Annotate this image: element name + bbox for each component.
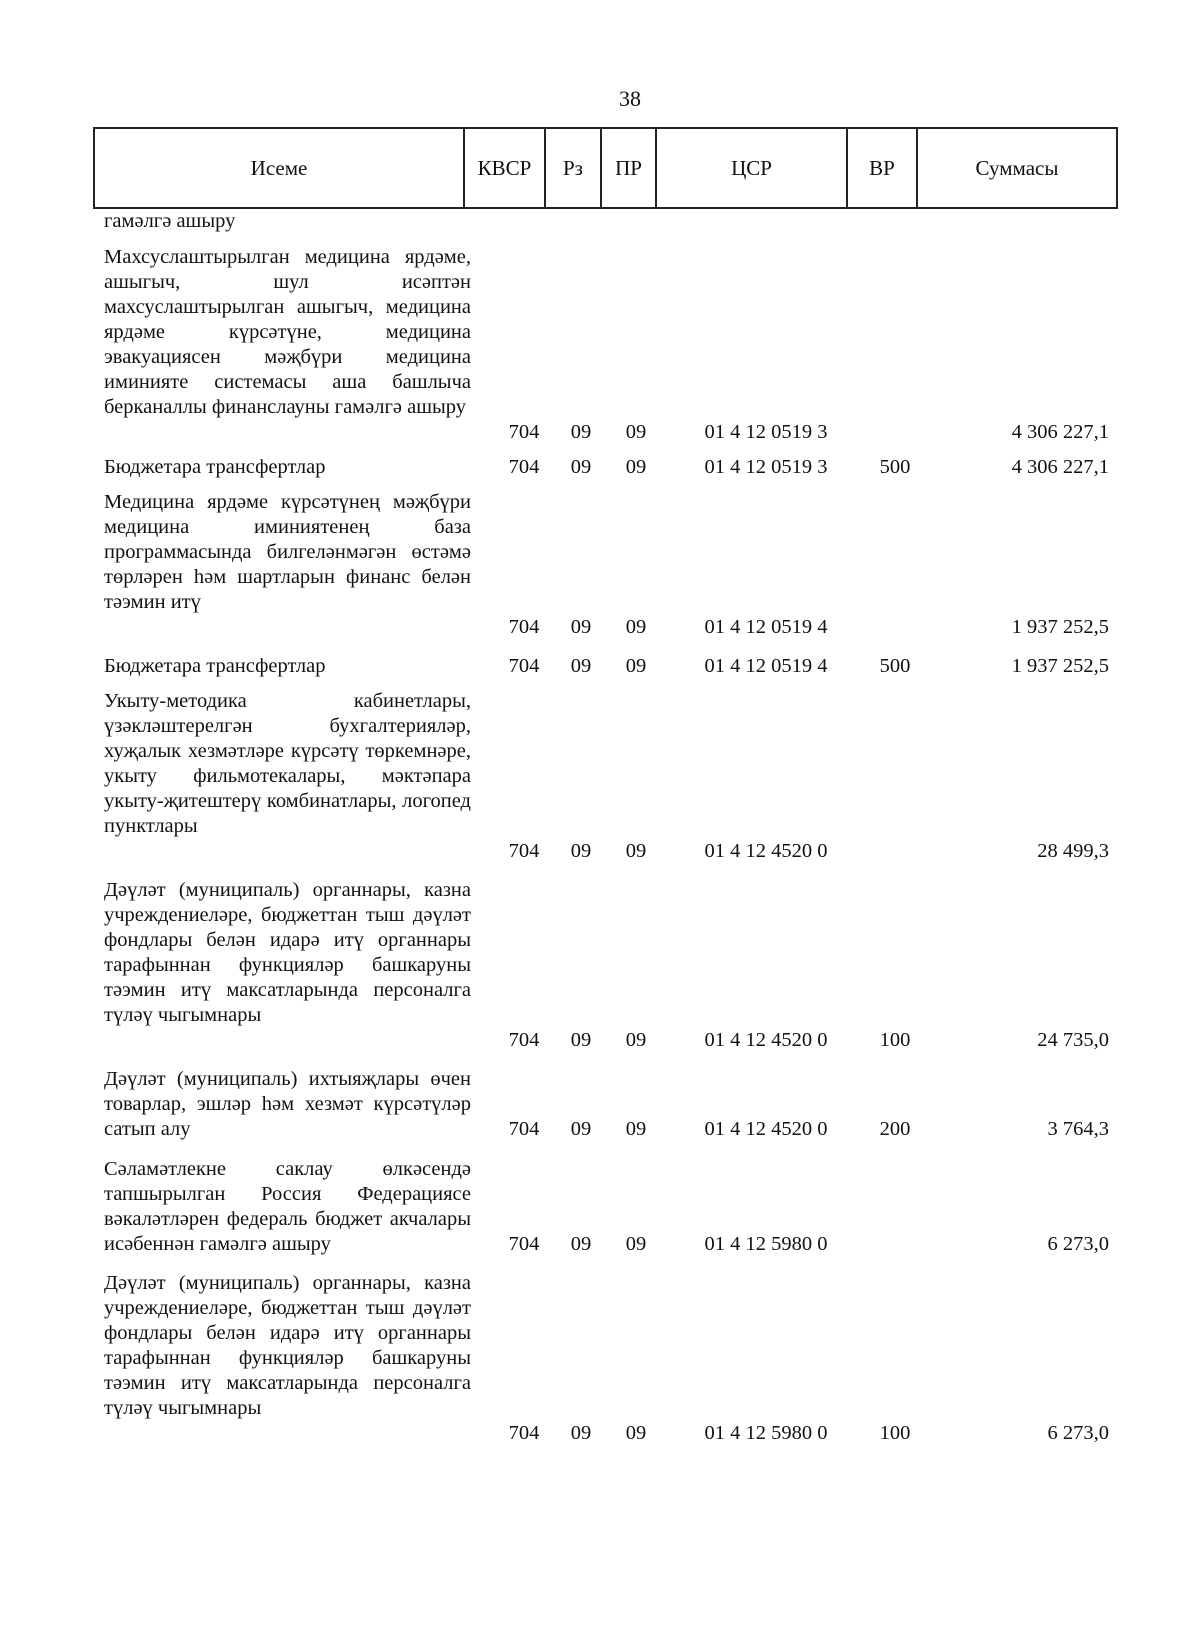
table-row <box>104 654 1114 679</box>
row-rz: 09 <box>570 421 592 443</box>
row-rz: 09 <box>570 1118 592 1140</box>
row-sum: 3 764,3 <box>1047 1118 1109 1140</box>
table-row <box>104 490 1114 640</box>
row-rz: 09 <box>570 1029 592 1051</box>
row-name: Бюджетара трансфертлар <box>104 456 326 478</box>
row-rz: 09 <box>570 840 592 862</box>
header-kvsr: КВСР <box>464 128 545 208</box>
header-rz: Рз <box>545 128 601 208</box>
table-row <box>104 209 1114 234</box>
row-kvsr: 704 <box>508 1118 540 1140</box>
row-name: Медицина ярдәме күрсәтүнең мәҗбүри медицина иминиятенең база программасында билгеләнмәгән өстәмә төрләрен һәм шартларын финанс белән тәэмин итү <box>104 491 471 613</box>
row-pr: 09 <box>625 421 647 443</box>
row-name: Бюджетара трансфертлар <box>104 655 326 677</box>
table-row <box>104 1271 1114 1446</box>
row-kvsr: 704 <box>508 655 540 677</box>
header-name: Исеме <box>94 128 464 208</box>
row-sum: 28 499,3 <box>1037 840 1109 862</box>
row-kvsr: 704 <box>508 421 540 443</box>
row-rz: 09 <box>570 1233 592 1255</box>
table-row <box>104 455 1114 480</box>
row-pr: 09 <box>625 840 647 862</box>
row-csr: 01 4 12 4520 0 <box>704 1118 828 1140</box>
row-csr: 01 4 12 0519 4 <box>704 616 828 638</box>
row-name: Дәүләт (муниципаль) ихтыяҗлары өчен товарлар, эшләр һәм хезмәт күрсәтүләр сатып алу <box>104 1068 471 1140</box>
header-sum: Суммасы <box>917 128 1117 208</box>
table-row <box>104 245 1114 445</box>
row-rz: 09 <box>570 616 592 638</box>
table-header <box>93 127 1118 209</box>
page-number: 38 <box>619 86 641 111</box>
row-rz: 09 <box>570 456 592 478</box>
row-sum: 6 273,0 <box>1047 1233 1109 1255</box>
row-name: гамәлгә ашыру <box>104 210 236 232</box>
row-vr: 100 <box>879 1422 911 1444</box>
header-csr: ЦСР <box>656 128 847 208</box>
row-name: Сәламәтлекне саклау өлкәсендә тапшырылган Россия Федерациясе вәкаләтләрен федераль бюджет акчалары исәбеннән гамәлгә ашыру <box>104 1158 471 1255</box>
row-sum: 1 937 252,5 <box>1011 616 1109 638</box>
row-rz: 09 <box>570 655 592 677</box>
row-vr: 500 <box>879 655 911 677</box>
row-name: Дәүләт (муниципаль) органнары, казна учреждениеләре, бюджеттан тыш дәүләт фондлары белән идарә итү органнары тарафыннан функцияләр башкаруны тәэмин итү максатларында персоналга түләү чыгымнары <box>104 879 471 1026</box>
row-vr: 200 <box>879 1118 911 1140</box>
row-pr: 09 <box>625 1029 647 1051</box>
row-csr: 01 4 12 0519 4 <box>704 655 828 677</box>
row-csr: 01 4 12 4520 0 <box>704 1029 828 1051</box>
row-csr: 01 4 12 4520 0 <box>704 840 828 862</box>
row-kvsr: 704 <box>508 456 540 478</box>
header-pr: ПР <box>601 128 656 208</box>
table-row <box>104 1067 1114 1142</box>
row-sum: 24 735,0 <box>1037 1029 1109 1051</box>
header-vr: ВР <box>847 128 917 208</box>
row-sum: 4 306 227,1 <box>1011 421 1109 443</box>
row-kvsr: 704 <box>508 1029 540 1051</box>
row-name: Укыту-методика кабинетлары, үзәкләштерелгән бухгалтерияләр, хуҗалык хезмәтләре күрсәтү төркемнәре, укыту фильмотекалары, мәктәпара укыту-җитештерү комбинатлары, логопед пунктлары <box>104 690 471 837</box>
row-pr: 09 <box>625 655 647 677</box>
row-pr: 09 <box>625 1118 647 1140</box>
row-pr: 09 <box>625 616 647 638</box>
row-kvsr: 704 <box>508 1233 540 1255</box>
row-csr: 01 4 12 0519 3 <box>704 421 828 443</box>
row-kvsr: 704 <box>508 616 540 638</box>
row-vr: 500 <box>879 456 911 478</box>
row-name: Дәүләт (муниципаль) органнары, казна учреждениеләре, бюджеттан тыш дәүләт фондлары белән идарә итү органнары тарафыннан функцияләр башкаруны тәэмин итү максатларында персоналга түләү чыгымнары <box>104 1272 471 1419</box>
row-sum: 6 273,0 <box>1047 1422 1109 1444</box>
row-pr: 09 <box>625 1422 647 1444</box>
row-sum: 1 937 252,5 <box>1011 655 1109 677</box>
row-csr: 01 4 12 0519 3 <box>704 456 828 478</box>
row-csr: 01 4 12 5980 0 <box>704 1233 828 1255</box>
row-pr: 09 <box>625 456 647 478</box>
row-rz: 09 <box>570 1422 592 1444</box>
row-kvsr: 704 <box>508 840 540 862</box>
row-vr: 100 <box>879 1029 911 1051</box>
table-row <box>104 1157 1114 1257</box>
table-row <box>104 689 1114 864</box>
row-name: Махсуслаштырылган медицина ярдәме, ашыгыч, шул исәптән махсуслаштырылган ашыгыч, медицина ярдәме күрсәтүне, медицина эвакуациясен мәҗбүри медицина иминияте системасы аша башлыча берканаллы финанслауны гамәлгә ашыру <box>104 246 471 418</box>
row-kvsr: 704 <box>508 1422 540 1444</box>
row-pr: 09 <box>625 1233 647 1255</box>
table-row <box>104 878 1114 1053</box>
row-sum: 4 306 227,1 <box>1011 456 1109 478</box>
row-csr: 01 4 12 5980 0 <box>704 1422 828 1444</box>
